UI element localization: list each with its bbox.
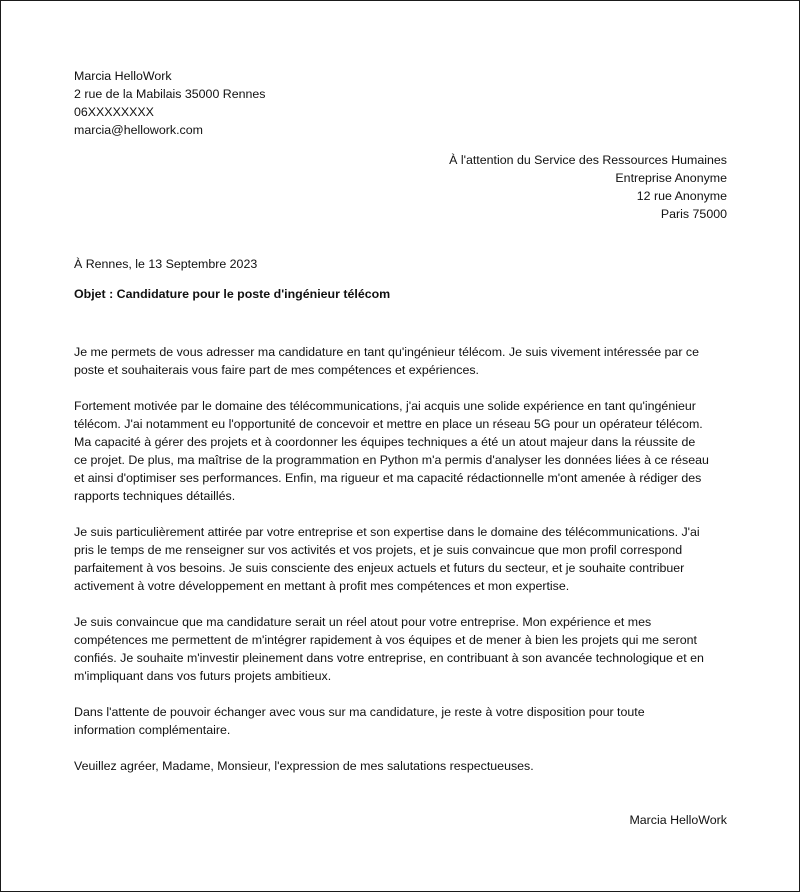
sender-phone: 06XXXXXXXX: [74, 105, 154, 119]
text-line: poste et souhaiterais vous faire part de mes compétences et expériences.: [74, 363, 479, 377]
paragraph: [74, 703, 734, 739]
signature: Marcia HelloWork: [629, 813, 727, 827]
sender-email: marcia@hellowork.com: [74, 123, 203, 137]
letter-subject: Objet : Candidature pour le poste d'ingénieur télécom: [74, 287, 391, 301]
paragraph: [74, 343, 734, 379]
recipient-attention: À l'attention du Service des Ressources Humaines: [449, 153, 727, 167]
text-line: Veuillez agréer, Madame, Monsieur, l'expression de mes salutations respectueuses.: [74, 759, 534, 773]
sender-name: Marcia HelloWork: [74, 69, 172, 83]
text-line: Fortement motivée par le domaine des télécommunications, j'ai acquis une solide expérience en tant qu'ingénieur: [74, 399, 696, 413]
text-line: Je suis particulièrement attirée par votre entreprise et son expertise dans le domaine des télécommunications. J'ai: [74, 525, 700, 539]
sender-address: 2 rue de la Mabilais 35000 Rennes: [74, 87, 266, 101]
text-line: activement à votre développement en mettant à profit mes compétences et mon expertise.: [74, 579, 570, 593]
text-line: Je me permets de vous adresser ma candidature en tant qu'ingénieur télécom. Je suis vivement intéressée par ce: [74, 345, 699, 359]
text-line: compétences me permettent de m'intégrer rapidement à vos équipes et de mener à bien les projets qui me seront: [74, 633, 697, 647]
text-line: et ainsi d'optimiser ses performances. Enfin, ma rigueur et ma capacité rédactionnelle m'ont amenée à rédiger des: [74, 471, 702, 485]
text-line: rapports techniques détaillés.: [74, 489, 236, 503]
text-line: Je suis convaincue que ma candidature serait un réel atout pour votre entreprise. Mon expérience et mes: [74, 615, 652, 629]
text-line: information complémentaire.: [74, 723, 231, 737]
closing-paragraph: [74, 757, 734, 775]
recipient-company: Entreprise Anonyme: [615, 171, 727, 185]
text-line: parfaitement à vos besoins. Je suis consciente des enjeux actuels et futurs du secteur, et je souhaite contribuer: [74, 561, 685, 575]
text-line: Ma capacité à gérer des projets et à coordonner les équipes techniques a été un atout majeur dans la réussite de: [74, 435, 696, 449]
text-line: m'impliquant dans vos futurs projets ambitieux.: [74, 669, 332, 683]
paragraph: [74, 523, 734, 595]
text-line: confiés. Je souhaite m'investir pleinement dans votre entreprise, en contribuant à son avancée technologique et en: [74, 651, 704, 665]
text-line: pris le temps de me renseigner sur vos activités et vos projets, et je suis convaincue que mon profil correspond: [74, 543, 683, 557]
recipient-city: Paris 75000: [660, 207, 727, 221]
recipient-block: [449, 151, 727, 223]
sender-block: [74, 67, 266, 139]
text-line: Dans l'attente de pouvoir échanger avec vous sur ma candidature, je reste à votre disposition pour toute: [74, 705, 645, 719]
paragraph: [74, 613, 734, 685]
text-line: ce projet. De plus, ma maîtrise de la programmation en Python m'a permis d'analyser les données liées à ce réseau: [74, 453, 709, 467]
letter-body: [74, 343, 734, 793]
paragraph: [74, 397, 734, 505]
recipient-street: 12 rue Anonyme: [636, 189, 727, 203]
text-line: télécom. J'ai notamment eu l'opportunité de concevoir et mettre en place un réseau 5G pour un opérateur télécom.: [74, 417, 703, 431]
letter-date: À Rennes, le 13 Septembre 2023: [74, 257, 258, 271]
